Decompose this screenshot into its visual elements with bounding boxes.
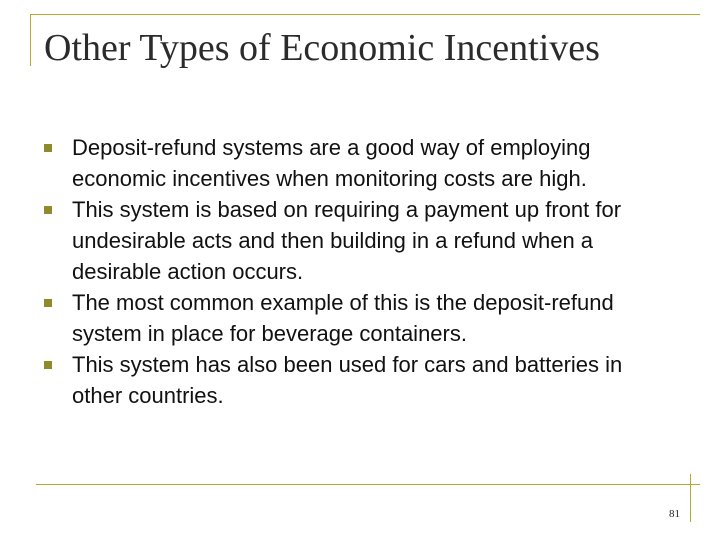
bullet-item	[44, 349, 674, 411]
bullet-text: The most common example of this is the deposit-refund system in place for beverage containers.	[72, 290, 614, 346]
page-number: 81	[669, 508, 680, 520]
bullet-item	[44, 194, 674, 287]
bullet-list	[44, 132, 674, 411]
bullet-text: This system is based on requiring a payment up front for undesirable acts and then building in a refund when a desirable action occurs.	[72, 197, 622, 284]
square-bullet-icon	[44, 299, 52, 307]
right-rule	[690, 474, 691, 522]
bullet-item	[44, 287, 674, 349]
top-rule	[30, 14, 700, 15]
square-bullet-icon	[44, 144, 52, 152]
slide-title: Other Types of Economic Incentives	[44, 27, 600, 69]
square-bullet-icon	[44, 206, 52, 214]
square-bullet-icon	[44, 361, 52, 369]
bullet-text: Deposit-refund systems are a good way of employing economic incentives when monitoring costs are high.	[72, 135, 591, 191]
bottom-rule	[36, 484, 700, 485]
bullet-item	[44, 132, 674, 194]
bullet-text: This system has also been used for cars and batteries in other countries.	[72, 352, 623, 408]
left-rule	[30, 14, 31, 66]
